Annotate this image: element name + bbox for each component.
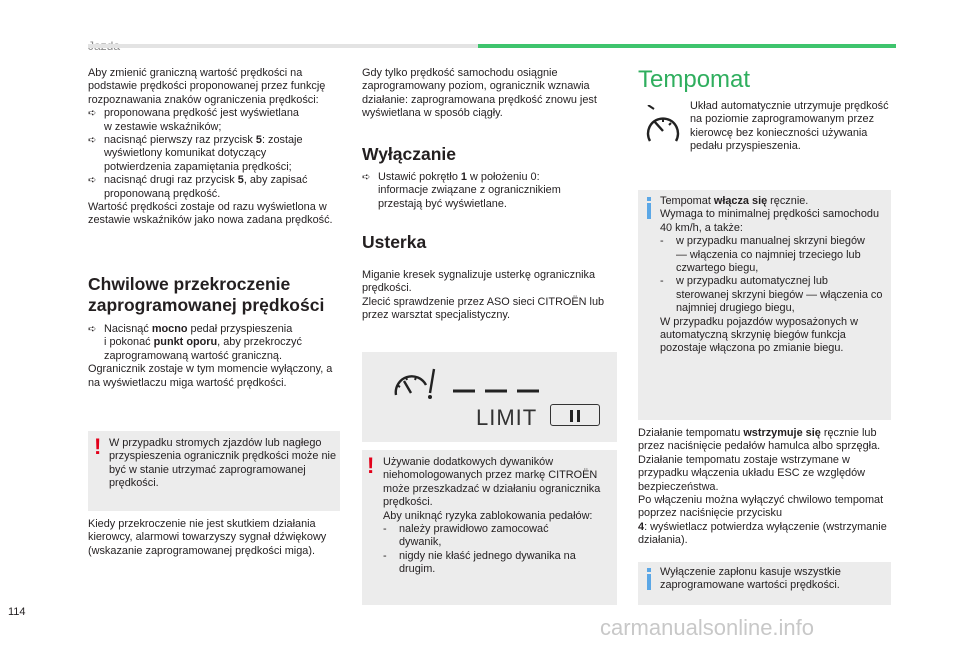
speedometer-limiter-icon bbox=[392, 365, 444, 403]
list-item-line: sterowanej skrzyni biegów — włączenia co najmniej drugiego biegu, bbox=[676, 288, 883, 315]
heading-line: Chwilowe przekroczenie bbox=[88, 274, 291, 294]
list-item-line: zaprogramowaną wartość graniczną. bbox=[104, 349, 282, 362]
limit-dashes bbox=[453, 382, 539, 400]
list-item-line: potwierdzenia zapamiętania prędkości; bbox=[104, 160, 292, 173]
list-item-text: , aby przekroczyć bbox=[217, 336, 302, 349]
tempomat-stop-block bbox=[638, 427, 896, 548]
info-text: ręcznie. bbox=[767, 195, 809, 207]
key-number: 4 bbox=[638, 520, 645, 533]
info-icon bbox=[647, 574, 651, 590]
list-item-text: i pokonać bbox=[104, 336, 154, 349]
warning-icon: ! bbox=[367, 453, 375, 478]
body-text: Po włączeniu można wyłączyć chwilowo tempomat poprzez naciśnięcie przycisku bbox=[638, 494, 884, 520]
section-heading-overspeed bbox=[88, 274, 348, 316]
bullet-arrow-icon: ➪ bbox=[88, 324, 97, 335]
list-item: - w przypadku manualnej skrzyni biegów — włączenia co najmniej trzeciego lub czwartego biegu, bbox=[660, 235, 890, 275]
limit-label: LIMIT bbox=[476, 405, 538, 430]
bold-text: mocno bbox=[151, 323, 188, 335]
tempomat-desc: Układ automatycznie utrzymuje prędkość na poziomie zaprogramowanym przez kierowcę bez konieczności używania pedału przyspieszenia. bbox=[690, 100, 889, 153]
col2-intro: Gdy tylko prędkość samochodu osiągnie zaprogramowany poziom, ogranicznik wznawia działanie: zaprogramowana prędkość znowu jest wyświetlana w sposób ciągły. bbox=[362, 67, 597, 120]
col1-limiter-text: Ogranicznik zostaje w tym momencie wyłączony, a na wyświetlaczu miga wartość prędkości. bbox=[88, 363, 333, 389]
bold-text: wstrzymuje się bbox=[743, 427, 821, 439]
warning-icon: ! bbox=[94, 434, 102, 459]
list-item-line: należy prawidłowo zamocować bbox=[399, 523, 549, 536]
list-item-line: wyświetlony komunikat dotyczący bbox=[104, 147, 267, 160]
info-text-block bbox=[660, 195, 890, 356]
bold-text: włącza się bbox=[713, 195, 768, 207]
bullet-arrow-icon: ➪ bbox=[88, 135, 97, 147]
list-item-text: Nacisnąć bbox=[104, 323, 152, 335]
key-number: 5 bbox=[237, 174, 244, 187]
section-heading-fault: Usterka bbox=[362, 232, 427, 252]
list-item-line: dywanik, bbox=[399, 536, 442, 549]
bullet-arrow-icon: ➪ bbox=[88, 108, 97, 120]
key-number: 1 bbox=[460, 171, 467, 183]
list-item-line: w zestawie wskaźników; bbox=[104, 120, 222, 133]
body-text: Działanie tempomatu bbox=[638, 427, 744, 439]
col1-intro: Aby zmienić graniczną wartość prędkości na podstawie prędkości proponowanej przez funkcję rozpoznawania znaków ograniczenia prędkości: bbox=[88, 67, 326, 106]
list-item-text: , aby zapisać bbox=[243, 174, 308, 187]
heading-line: zaprogramowanej prędkości bbox=[88, 295, 325, 315]
bold-text: punkt oporu bbox=[153, 336, 218, 349]
bullet-arrow-icon: ➪ bbox=[88, 175, 97, 187]
list-item-text: Ustawić pokrętło bbox=[378, 171, 461, 183]
col2-fault-block bbox=[362, 269, 620, 323]
col1-intro-block bbox=[88, 67, 343, 228]
body-text: : wyświetlacz potwierdza wyłączenie (wstrzymanie działania). bbox=[638, 520, 887, 547]
watermark: carmanualsonline.info bbox=[600, 615, 815, 640]
page-number: 114 bbox=[8, 606, 26, 618]
warning-text: W przypadku stromych zjazdów lub nagłego przyspieszenia ogranicznik prędkości może nie być w stanie utrzymać zaprogramowanej prędkości. bbox=[109, 437, 336, 490]
list-item-line: przestają być wyświetlane. bbox=[378, 197, 507, 210]
warning-text: Aby uniknąć ryzyka zablokowania pedałów: bbox=[383, 509, 593, 522]
list-item-line: proponowaną prędkość. bbox=[104, 187, 221, 200]
list-item-line: informacje związane z ogranicznikiem bbox=[378, 184, 561, 197]
list-item: - należy prawidłowo zamocować dywanik, bbox=[383, 523, 615, 550]
key-number: 5 bbox=[255, 134, 262, 147]
body-text: ręcznie lub przez naciśnięcie pedałów hamulca albo sprzęgła. Działanie tempomatu zostaje wstrzymane w przypadku włączenia układu ESC ze względów bezpieczeństwa. bbox=[638, 427, 881, 493]
section-heading-off: Wyłączanie bbox=[362, 144, 457, 164]
col2-off-block bbox=[362, 171, 620, 211]
list-item bbox=[88, 134, 343, 174]
info-icon bbox=[647, 203, 651, 219]
header-bar bbox=[88, 44, 896, 48]
list-item bbox=[88, 323, 343, 363]
warning-text: Używanie dodatkowych dywaników niehomologowanych przez markę CITROËN może przeszkadzać w działaniu ogranicznika prędkości. bbox=[383, 456, 601, 509]
list-item-text: : zostaje bbox=[261, 134, 303, 147]
info-text: Tempomat bbox=[660, 195, 714, 207]
list-item: - nigdy nie kłaść jednego dywanika na drugim. bbox=[383, 550, 615, 577]
list-item-text: nacisnąć pierwszy raz przycisk bbox=[104, 134, 256, 147]
info-text: Wyłączenie zapłonu kasuje wszystkie zaprogramowane wartości prędkości. bbox=[660, 566, 841, 592]
list-item-line: w przypadku manualnej skrzyni biegów bbox=[676, 235, 865, 248]
list-item-line: proponowana prędkość jest wyświetlana bbox=[104, 107, 299, 120]
list-item-text: pedał przyspieszenia bbox=[187, 323, 293, 335]
speedometer-cruise-icon bbox=[644, 105, 682, 145]
list-item bbox=[362, 171, 620, 211]
tempomat-title: Tempomat bbox=[638, 66, 751, 93]
warning-text-block bbox=[383, 456, 615, 577]
col1-closing: Kiedy przekroczenie nie jest skutkiem działania kierowcy, alarmowi towarzyszy sygnał dźwiękowy (wskazanie zaprogramowanej prędkości miga). bbox=[88, 518, 327, 557]
list-item-line: nigdy nie kłaść jednego dywanika na bbox=[399, 549, 576, 562]
bullet-arrow-icon: ➪ bbox=[362, 172, 371, 183]
header-accent bbox=[478, 44, 896, 48]
list-item-line: drugim. bbox=[399, 563, 436, 576]
list-item bbox=[88, 174, 343, 201]
fault-text: Miganie kresek sygnalizuje usterkę ogranicznika prędkości. bbox=[362, 269, 596, 295]
col1-press-block bbox=[88, 323, 343, 390]
list-item-text: nacisnąć drugi raz przycisk bbox=[104, 174, 238, 187]
info-text: Wymaga to minimalnej prędkości samochodu 40 km/h, a także: bbox=[660, 208, 880, 234]
list-item-line: — włączenia co najmniej trzeciego lub czwartego biegu, bbox=[676, 248, 861, 275]
list-item bbox=[88, 107, 343, 134]
fault-text: Zlecić sprawdzenie przez ASO sieci CITROËN lub przez warsztat specjalistyczny. bbox=[362, 295, 605, 322]
pause-icon bbox=[550, 404, 600, 426]
list-item-line: w przypadku automatycznej lub bbox=[676, 275, 828, 288]
info-text: W przypadku pojazdów wyposażonych w automatyczną skrzynię biegów funkcja pozostaje włączona po zmianie biegu. bbox=[660, 315, 858, 355]
list-item: - w przypadku automatycznej lub sterowanej skrzyni biegów — włączenia co najmniej drugiego biegu, bbox=[660, 275, 890, 315]
list-item-text: w położeniu 0: bbox=[466, 171, 540, 183]
col1-outro: Wartość prędkości zostaje od razu wyświetlona w zestawie wskaźników jako nowa zadana prędkość. bbox=[88, 201, 333, 227]
